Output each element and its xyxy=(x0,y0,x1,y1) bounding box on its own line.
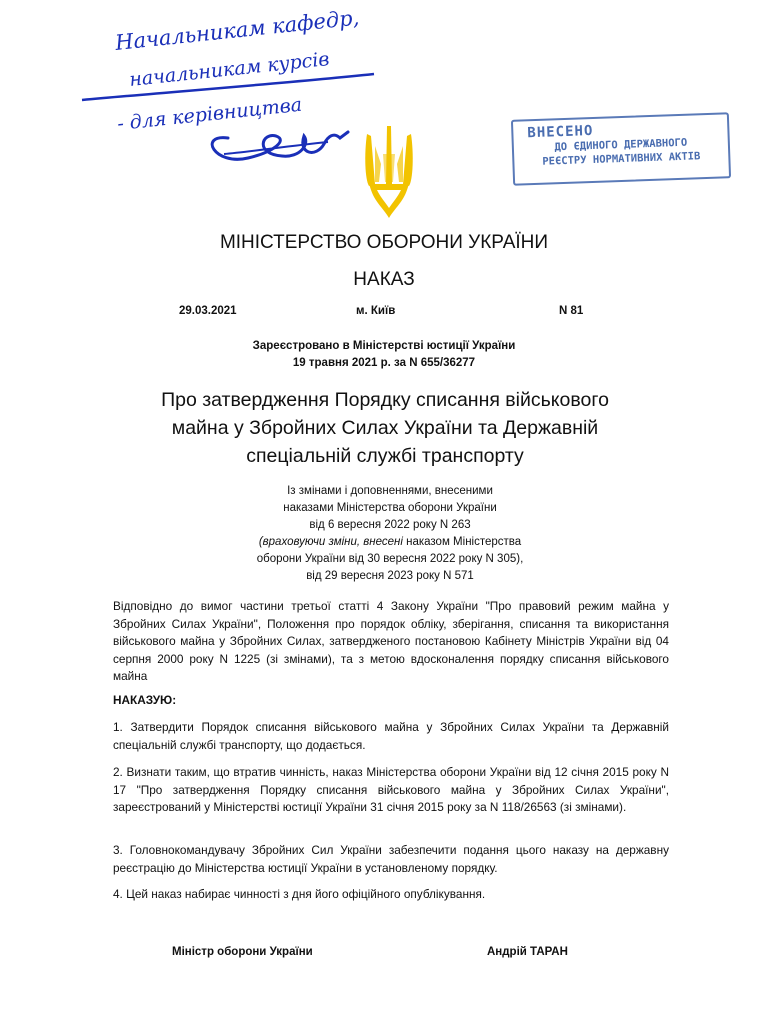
registration-line-1: Зареєстровано в Міністерстві юстиції України xyxy=(252,340,516,352)
preamble-paragraph: Відповідно до вимог частини третьої статті 4 Закону України "Про правовий режим майна у Збройних Силах України", Положення про порядок обліку, зберігання, списання та використання військового майна у Збройних Силах, затвердженого постановою Кабінету Міністрів України від 04 серпня 2000 року N 1225 (зі змінами), та з метою вдосконалення порядку списання військового майна xyxy=(113,599,669,683)
amend-line-1: Із змінами і доповненнями, внесеними xyxy=(287,485,493,497)
stamp-line-2: ДО ЄДИНОГО ДЕРЖАВНОГО xyxy=(554,136,688,154)
signatory-name: Андрій ТАРАН xyxy=(487,946,568,958)
stamp-line-3: РЕЄСТРУ НОРМАТИВНИХ АКТІВ xyxy=(542,150,701,168)
amend-line-4 xyxy=(200,534,580,551)
resolution-line-2: начальникам курсів xyxy=(128,48,331,91)
amendments-note xyxy=(200,483,580,585)
handwritten-resolution xyxy=(78,5,398,178)
order-item-1: 1. Затвердити Порядок списання військового майна у Збройних Силах України та Державній спеціальній службі транспорту, що додається. xyxy=(113,720,669,752)
handwritten-signature-icon xyxy=(212,132,348,159)
order-place: м. Київ xyxy=(356,305,396,317)
signatory-position: Міністр оборони України xyxy=(172,946,313,958)
title-line-1: Про затвердження Порядку списання військового xyxy=(161,389,609,411)
order-number: N 81 xyxy=(559,305,584,317)
trident-coat-of-arms-icon xyxy=(361,124,417,220)
order-item-2: 2. Визнати таким, що втратив чинність, наказ Міністерства оборони України від 12 січня 2015 року N 17 "Про затвердження Порядку списання військового майна у Збройних Силах України", зареєстрований у Міністерстві юстиції України 31 січня 2015 року за N 118/26563 (зі змінами). xyxy=(113,765,669,814)
amend-line-5: оборони України від 30 вересня 2022 року N 305), xyxy=(256,553,524,565)
order-date: 29.03.2021 xyxy=(179,305,237,317)
document-title xyxy=(90,386,680,470)
document-type: НАКАЗ xyxy=(353,269,415,290)
amend-line-3: від 6 вересня 2022 року N 263 xyxy=(309,519,471,531)
title-line-3: спеціальній службі транспорту xyxy=(246,445,524,467)
resolution-line-1: Начальникам кафедр, xyxy=(114,5,361,55)
amend-line-4-italic: (враховуючи зміни, внесені xyxy=(258,536,403,548)
order-word: НАКАЗУЮ: xyxy=(113,693,177,707)
amend-line-4-rest: наказом Міністерства xyxy=(402,536,522,548)
amend-line-2: наказами Міністерства оборони України xyxy=(283,502,497,514)
resolution-line-3: - для керівництва xyxy=(116,93,304,135)
title-line-2: майна у Збройних Силах України та Державній xyxy=(171,417,599,439)
ministry-heading: МІНІСТЕРСТВО ОБОРОНИ УКРАЇНИ xyxy=(219,232,549,253)
order-item-3: 3. Головнокомандувачу Збройних Сил України забезпечити подання цього наказу на державну реєстрацію до Міністерства юстиції України в установленому порядку. xyxy=(113,843,669,875)
order-item-4: 4. Цей наказ набирає чинності з дня його офіційного опублікування. xyxy=(113,887,486,901)
registration-note xyxy=(0,338,768,372)
stamp-line-1: ВНЕСЕНО xyxy=(527,122,594,142)
amend-line-6: від 29 вересня 2023 року N 571 xyxy=(306,570,474,582)
registry-stamp xyxy=(511,112,731,186)
registration-line-2: 19 травня 2021 р. за N 655/36277 xyxy=(292,357,476,369)
